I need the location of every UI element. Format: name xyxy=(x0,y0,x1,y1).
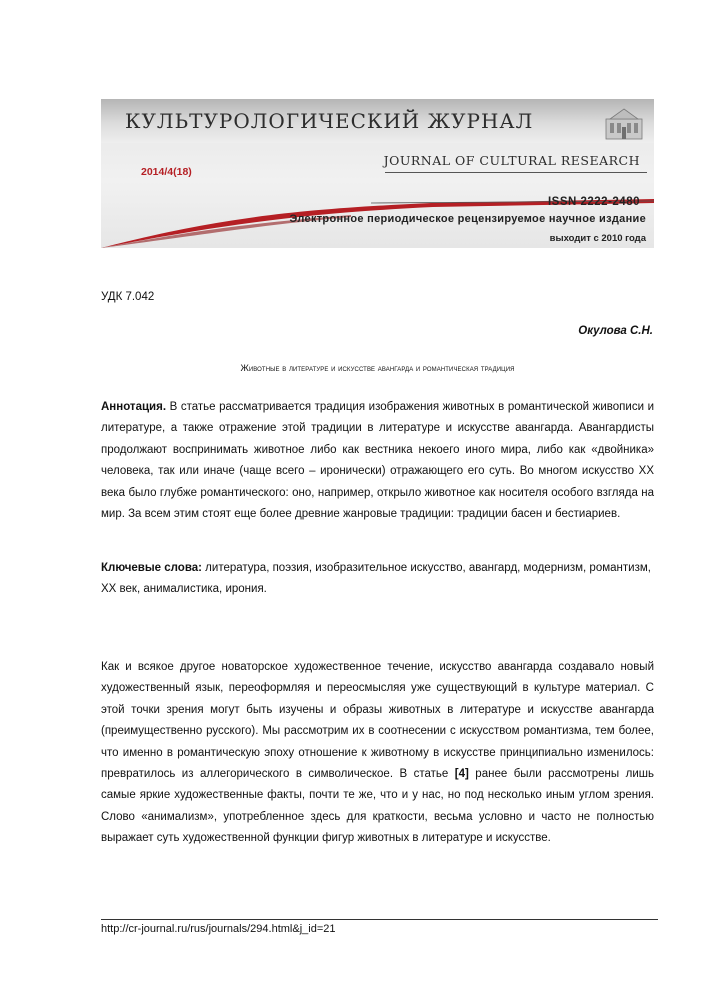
issue-number: 2014/4(18) xyxy=(141,166,192,178)
abstract-text: В статье рассматривается традиция изображения животных в романтической живописи и литературе, а также отражение этой традиции в литературе и искусстве авангарда. Авангардисты продолжают воспринимать животное либо как вестника некоего иного мира, либо как «двойника» человека, так или иначе (чаще всего – иронически) отражающего его суть. Во многом искусство XX века было глубже романтического: оно, например, открыло животное как носителя особого взгляда на мир. За всем этим стоят еще более древние жанровые традиции: традиции басен и бестиариев. xyxy=(101,401,654,521)
article-title: Животные в литературе и искусстве авангарда и романтическая традиция xyxy=(240,363,515,373)
abstract xyxy=(101,397,654,525)
udk-code: УДК 7.042 xyxy=(101,291,155,303)
keywords xyxy=(101,558,654,601)
citation-link[interactable]: [4] xyxy=(454,768,469,781)
journal-title-en: JOURNAL OF CULTURAL RESEARCH xyxy=(383,153,640,168)
journal-subtitle: Электронное периодическое рецензируемое научное издание xyxy=(289,213,646,225)
keywords-label: Ключевые слова: xyxy=(101,562,202,574)
body-paragraph xyxy=(101,657,654,850)
footer-divider xyxy=(101,919,658,920)
body-text-part2: ранее были рассмотрены лишь самые яркие художественные факты, почти те же, что и у нас, но под несколько иным углом зрения. Слово «анимализм», употребленное здесь для краткости, весьма условно и часто не полностью выражает суть художественной функции фигур животных в литературе и искусстве. xyxy=(101,768,654,845)
abstract-label: Аннотация. xyxy=(101,401,167,413)
journal-title: КУЛЬТУРОЛОГИЧЕСКИЙ ЖУРНАЛ xyxy=(125,109,534,133)
journal-banner xyxy=(101,99,654,248)
issn: ISSN 2222-2480 xyxy=(547,196,640,208)
title-underline xyxy=(385,172,647,173)
author-name: Окулова С.Н. xyxy=(578,325,653,337)
body-text-part1: Как и всякое другое новаторское художественное течение, искусство авангарда создавало новый художественный язык, переоформляя и переосмысляя уже существующий в культуре материал. С этой точки зрения могут быть изучены и образы животных в литературе и искусстве авангарда (преимущественно русского). Мы рассмотрим их в соотнесении с искусством романтизма, тем более, что именно в романтическую эпоху отношение к животному в искусстве принципиально изменилось: превратилось из аллегорического в символическое. В статье xyxy=(101,661,654,781)
keywords-text: литература, поэзия, изобразительное искусство, авангард, модернизм, романтизм, XX век, анималистика, ирония. xyxy=(101,562,651,596)
footer-url[interactable]: http://cr-journal.ru/rus/journals/294.html&j_id=21 xyxy=(101,923,336,935)
building-emblem-icon xyxy=(604,107,644,141)
publication-since: выходит с 2010 года xyxy=(549,233,646,244)
